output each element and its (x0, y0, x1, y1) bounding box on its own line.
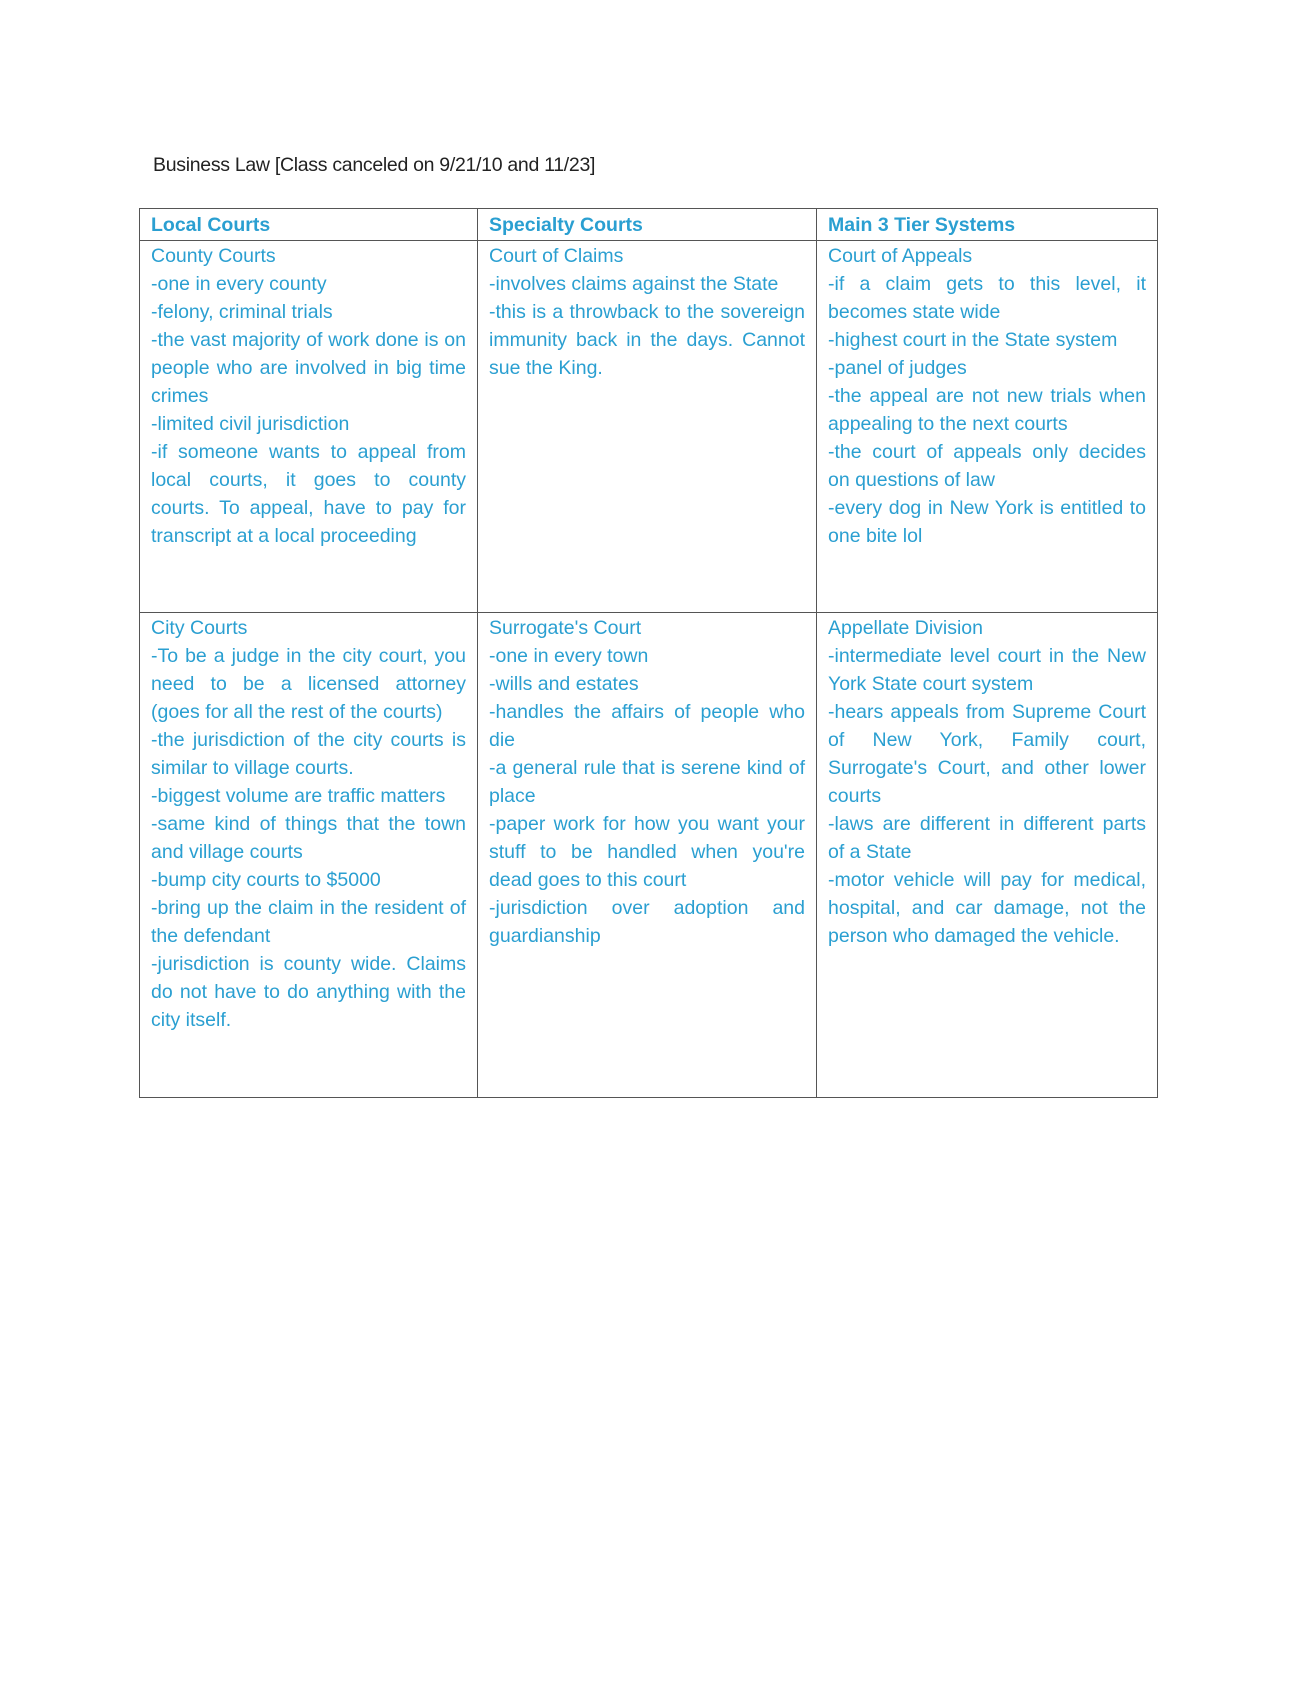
note-line: -felony, criminal trials (151, 301, 333, 323)
note-line: -To be a judge in the city court, you need to be a licensed attorney (goes for all the rest of the courts) (151, 645, 466, 723)
note-line: -this is a throwback to the sovereign immunity back in the days. Cannot sue the King. (489, 301, 805, 379)
note-line: -the appeal are not new trials when appealing to the next courts (828, 385, 1146, 435)
column-header-main-3-tier-systems: Main 3 Tier Systems (817, 209, 1158, 241)
note-line: -a general rule that is serene kind of place (489, 757, 805, 807)
cell-court-of-claims (478, 241, 817, 613)
note-line: -the court of appeals only decides on questions of law (828, 441, 1146, 491)
column-header-local-courts: Local Courts (140, 209, 478, 241)
note-line: -jurisdiction over adoption and guardianship (489, 897, 805, 947)
note-line: -one in every town (489, 645, 649, 667)
cell-surrogates-court (478, 613, 817, 1098)
note-line: -if a claim gets to this level, it becomes state wide (828, 273, 1146, 323)
table-header-row (140, 209, 1158, 241)
cell-heading: Appellate Division (828, 617, 984, 639)
cell-heading: Surrogate's Court (489, 617, 642, 639)
note-line: -bump city courts to $5000 (151, 869, 381, 891)
note-line: -intermediate level court in the New York State court system (828, 645, 1146, 695)
note-line: -motor vehicle will pay for medical, hospital, and car damage, not the person who damaged the vehicle. (828, 869, 1146, 947)
table-row (140, 241, 1158, 613)
note-line: -jurisdiction is county wide. Claims do not have to do anything with the city itself. (151, 953, 466, 1031)
note-line: -biggest volume are traffic matters (151, 785, 446, 807)
cell-heading: Court of Appeals (828, 245, 973, 267)
note-line: -the vast majority of work done is on people who are involved in big time crimes (151, 329, 466, 407)
table-row (140, 613, 1158, 1098)
cell-county-courts (140, 241, 478, 613)
cell-appellate-division (817, 613, 1158, 1098)
note-line: -highest court in the State system (828, 329, 1118, 351)
note-line: -laws are different in different parts of a State (828, 813, 1146, 863)
cell-city-courts (140, 613, 478, 1098)
note-line: -bring up the claim in the resident of the defendant (151, 897, 466, 947)
cell-heading: City Courts (151, 617, 248, 639)
note-line: -panel of judges (828, 357, 967, 379)
note-line: -handles the affairs of people who die (489, 701, 805, 751)
note-line: -if someone wants to appeal from local courts, it goes to county courts. To appeal, have to pay for transcript at a local proceeding (151, 441, 466, 547)
court-systems-table (139, 208, 1158, 1098)
note-line: -paper work for how you want your stuff to be handled when you're dead goes to this court (489, 813, 805, 891)
cell-heading: Court of Claims (489, 245, 624, 267)
note-line: -wills and estates (489, 673, 639, 695)
note-line: -involves claims against the State (489, 273, 779, 295)
cell-court-of-appeals (817, 241, 1158, 613)
column-header-specialty-courts: Specialty Courts (478, 209, 817, 241)
document-title: Business Law [Class canceled on 9/21/10 and 11/23] (153, 154, 596, 176)
cell-heading: County Courts (151, 245, 276, 267)
note-line: -limited civil jurisdiction (151, 413, 350, 435)
note-line: -every dog in New York is entitled to one bite lol (828, 497, 1146, 547)
note-line: -same kind of things that the town and village courts (151, 813, 466, 863)
note-line: -one in every county (151, 273, 327, 295)
note-line: -the jurisdiction of the city courts is similar to village courts. (151, 729, 466, 779)
note-line: -hears appeals from Supreme Court of New York, Family court, Surrogate's Court, and other lower courts (828, 701, 1146, 807)
